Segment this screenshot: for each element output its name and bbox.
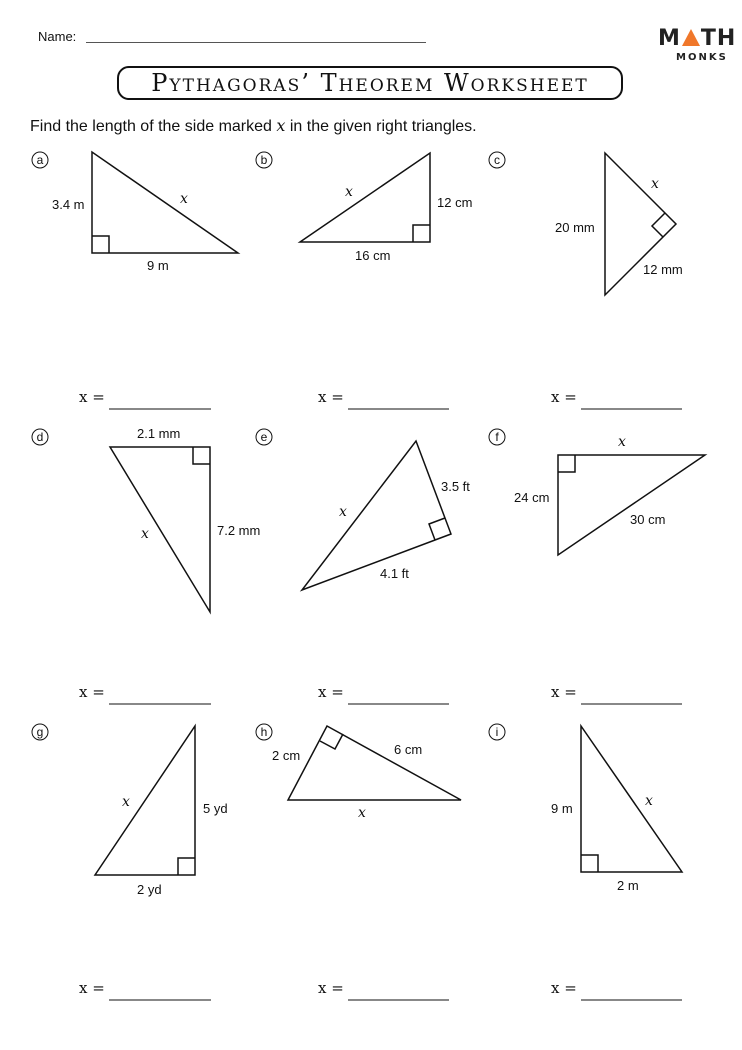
problem-letter-c: c <box>494 153 500 167</box>
right-angle-marker-d <box>193 447 210 464</box>
answer-prompt-d: x = <box>79 683 105 701</box>
triangle-a <box>92 152 238 253</box>
triangle-b <box>300 153 430 242</box>
side-label-e-3: 4.1 ft <box>380 566 409 581</box>
answer-prompt-e: x = <box>318 683 344 701</box>
side-label-c-3: 12 mm <box>643 262 683 277</box>
side-label-f-2: 24 cm <box>514 490 550 505</box>
triangle-h <box>288 726 461 800</box>
triangle-g <box>95 726 195 875</box>
side-label-e-2: x <box>339 504 347 520</box>
problem-letter-f: f <box>495 430 499 444</box>
answer-prompt-a: x = <box>79 388 105 406</box>
right-angle-marker-g <box>178 858 195 875</box>
page-title: Pythagoras’ Theorem Worksheet <box>117 66 623 100</box>
side-label-a-1: 3.4 m <box>52 197 85 212</box>
triangle-f <box>558 455 705 555</box>
side-label-b-3: 16 cm <box>355 248 391 263</box>
side-label-h-3: x <box>358 805 366 821</box>
side-label-d-2: x <box>141 526 149 542</box>
side-label-i-2: 9 m <box>551 801 573 816</box>
side-label-g-2: 5 yd <box>203 801 228 816</box>
right-angle-marker-h <box>320 734 343 749</box>
logo-text-th: TH <box>700 26 737 51</box>
side-label-c-2: 20 mm <box>555 220 595 235</box>
side-label-f-1: x <box>618 434 626 450</box>
problem-letter-b: b <box>260 153 268 167</box>
side-label-i-1: x <box>645 793 653 809</box>
answer-prompt-b: x = <box>318 388 344 406</box>
side-label-a-2: x <box>180 191 188 207</box>
side-label-h-2: 2 cm <box>272 748 301 763</box>
instructions-text-end: in the given right triangles. <box>285 118 477 135</box>
triangle-e <box>302 441 451 590</box>
side-label-b-2: 12 cm <box>437 195 473 210</box>
problem-letter-a: a <box>36 153 44 167</box>
logo-monks-text: MONKS <box>676 52 728 63</box>
side-label-b-1: x <box>345 184 353 200</box>
answer-prompt-c: x = <box>551 388 577 406</box>
side-label-f-3: 30 cm <box>630 512 666 527</box>
side-label-d-1: 2.1 mm <box>137 426 181 441</box>
side-label-g-3: 2 yd <box>137 882 162 897</box>
problem-letter-g: g <box>36 725 44 739</box>
triangle-i <box>581 726 682 872</box>
problem-letter-h: h <box>260 725 268 739</box>
side-label-a-3: 9 m <box>147 258 169 273</box>
problem-letter-d: d <box>36 430 44 444</box>
answer-prompt-h: x = <box>318 979 344 997</box>
problem-letter-i: i <box>495 725 499 739</box>
instructions-variable: x <box>276 116 286 135</box>
right-angle-marker-i <box>581 855 598 872</box>
instructions-text-start: Find the length of the side marked <box>30 118 277 135</box>
answer-prompt-g: x = <box>79 979 105 997</box>
side-label-h-1: 6 cm <box>394 742 423 757</box>
name-label: Name: <box>38 29 77 44</box>
answer-prompt-f: x = <box>551 683 577 701</box>
answer-prompt-i: x = <box>551 979 577 997</box>
problem-letter-e: e <box>260 430 268 444</box>
right-angle-marker-f <box>558 455 575 472</box>
right-angle-marker-c <box>652 213 665 237</box>
triangle-d <box>110 447 210 612</box>
right-angle-marker-a <box>92 236 109 253</box>
side-label-e-1: 3.5 ft <box>441 479 470 494</box>
side-label-c-1: x <box>651 176 659 192</box>
side-label-i-3: 2 m <box>617 878 639 893</box>
side-label-d-3: 7.2 mm <box>217 523 261 538</box>
logo-text-m: M <box>658 26 681 51</box>
side-label-g-1: x <box>122 794 130 810</box>
right-angle-marker-b <box>413 225 430 242</box>
